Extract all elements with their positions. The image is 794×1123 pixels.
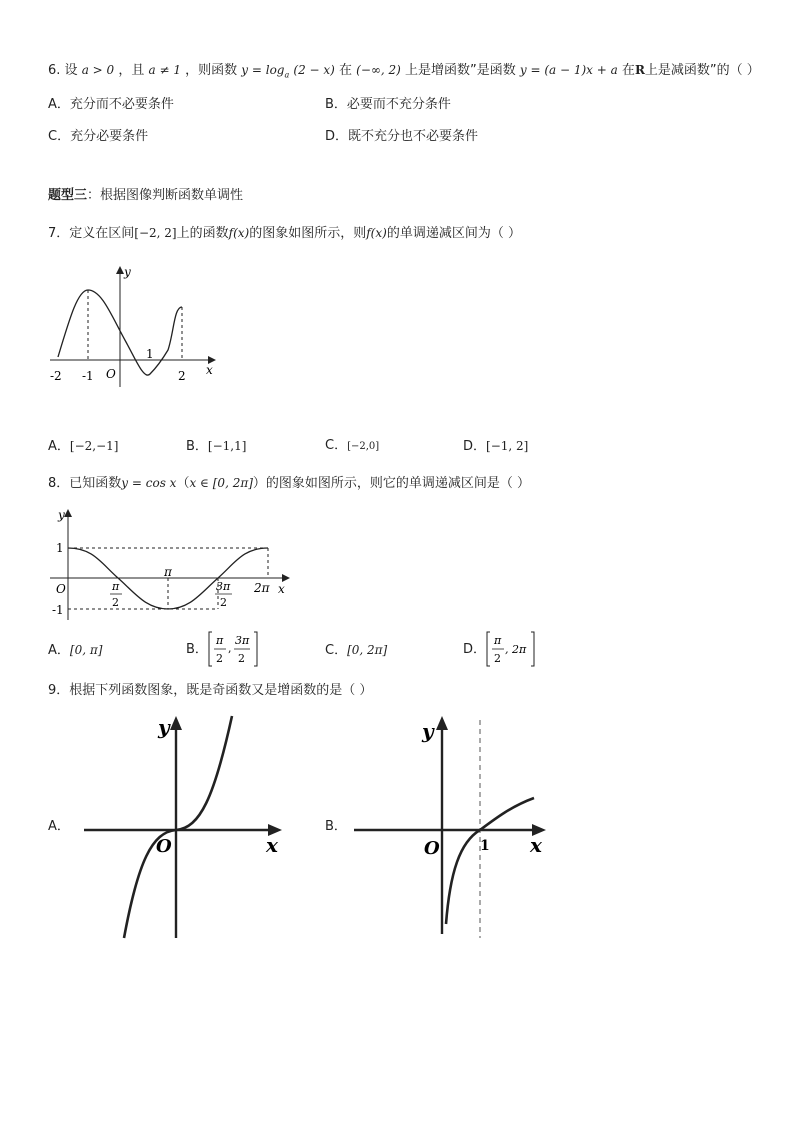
q6-text: 在 — [339, 63, 353, 78]
tick-label-2pi: 2π — [254, 581, 270, 595]
x-axis-arrow — [282, 574, 290, 582]
frac-den: 2 — [238, 652, 245, 665]
q7-math: [−2, 2] — [134, 226, 177, 240]
q7-text: 的图象如图所示，则 — [249, 226, 367, 241]
x-label: x — [278, 582, 285, 596]
q8-graph — [46, 505, 296, 625]
q8-option-c[interactable] — [325, 641, 387, 660]
q8-option-d[interactable] — [463, 641, 486, 659]
q9-graph-b — [350, 712, 560, 942]
q9-option-a-label[interactable]: A． — [48, 819, 70, 834]
q6-option-d[interactable]: D．既不充分也不必要条件 — [325, 129, 479, 144]
q7-math: f(x) — [366, 226, 387, 240]
q8-option-a[interactable] — [48, 641, 102, 660]
q9-text: 根据下列函数图象，既是奇函数又是增函数的是（ ） — [69, 683, 373, 698]
q7-option-label: A． — [48, 439, 70, 454]
q8-math: y = cos x — [121, 476, 177, 490]
origin-label: O — [424, 838, 440, 859]
tick-label-pi-half-den: 2 — [112, 596, 119, 609]
q9-stem — [48, 682, 372, 700]
tick-label-neg1: -1 — [82, 369, 94, 383]
q9-option-b-label[interactable]: B． — [325, 819, 347, 834]
y-axis-arrow — [64, 509, 72, 517]
q8-option-label: D． — [463, 642, 487, 657]
origin-label: O — [156, 836, 172, 857]
section-title-bold: 题型三 — [48, 188, 88, 203]
q6-number: 6. — [48, 63, 61, 78]
interval-end: , 2π — [505, 643, 527, 656]
y-label: y — [422, 719, 434, 743]
q7-option-label: B． — [186, 439, 208, 454]
q7-option-c[interactable] — [325, 437, 379, 456]
y-label: y — [124, 265, 131, 279]
cubic-curve — [124, 716, 232, 938]
q9-graph-a — [80, 712, 300, 942]
frac-den: 2 — [216, 652, 223, 665]
frac-num: π — [216, 634, 224, 647]
q6-math: a > 0 — [81, 63, 115, 77]
q7-number: 7． — [48, 226, 70, 241]
q6-text: 设 — [64, 63, 78, 78]
q7-option-value: [−2,0] — [347, 441, 380, 452]
y-axis-arrow — [436, 716, 448, 730]
q7-text: 上的函数 — [176, 226, 229, 241]
tick-label-1: 1 — [146, 347, 154, 361]
q6-math: a ≠ 1 — [148, 63, 181, 77]
q8-text: ）的图象如图所示，则它的单调递减区间是（ ） — [252, 476, 531, 491]
tick-label-pi: π — [164, 565, 172, 579]
tick-label-3pi-half-den: 2 — [220, 596, 227, 609]
q8-option-label: C． — [325, 643, 348, 658]
q6-math: y = (a − 1)x + a — [519, 63, 618, 77]
q6-option-c[interactable]: C．充分必要条件 — [48, 129, 149, 144]
q6-text: 上是减函数”的（ ） — [644, 63, 760, 78]
q6-text: ，则函数 — [185, 63, 238, 78]
q8-text: 已知函数 — [69, 476, 122, 491]
q7-math: f(x) — [228, 226, 250, 240]
q6-math: (−∞, 2) — [356, 63, 401, 77]
y-label: y — [58, 508, 65, 522]
q8-number: 8． — [48, 476, 70, 491]
section-title — [48, 187, 243, 205]
q7-stem — [48, 224, 521, 243]
q8-option-label: B． — [186, 642, 208, 657]
q7-text: 定义在区间 — [69, 226, 135, 241]
q6-option-a[interactable]: A．充分而不必要条件 — [48, 97, 174, 112]
q7-graph — [40, 262, 230, 392]
q7-option-value: [−2,−1] — [69, 439, 119, 453]
q6-math: (2 − x) — [293, 63, 335, 77]
x-label: x — [206, 363, 213, 377]
tick-label-neg2: -2 — [50, 369, 62, 383]
q8-math: x ∈ [0, 2π] — [189, 476, 253, 490]
q6-text: 在 — [621, 63, 635, 78]
y-axis-arrow — [116, 266, 124, 274]
q6-math: y = log — [241, 63, 285, 77]
q8-option-value: [0, π] — [69, 643, 103, 657]
q9-number: 9． — [48, 683, 70, 698]
q7-option-value: [−1, 2] — [486, 439, 529, 453]
q6-stem — [48, 61, 760, 85]
q7-option-value: [−1,1] — [207, 439, 247, 453]
q6-option-b[interactable]: B．必要而不充分条件 — [325, 97, 451, 112]
x-label: x — [266, 833, 278, 857]
origin-label: O — [56, 582, 66, 596]
y-label: y — [158, 715, 170, 739]
svg-text:,: , — [228, 642, 232, 655]
q6-text: 上是增函数”是函数 — [404, 63, 516, 78]
tick-label-2: 2 — [178, 369, 186, 383]
q8-option-b[interactable] — [186, 641, 208, 659]
q6-math-sub: a — [284, 70, 290, 80]
y-axis-arrow — [170, 716, 182, 730]
section-title-rest: ：根据图像判断函数单调性 — [87, 188, 244, 203]
q7-option-d[interactable] — [463, 437, 528, 456]
tick-label-1: 1 — [56, 541, 64, 555]
q8-option-d-math — [486, 630, 542, 668]
q8-option-value: [0, 2π] — [347, 643, 388, 657]
x-label: x — [530, 833, 542, 857]
tick-label-neg1: -1 — [52, 603, 64, 617]
tick-label-pi-half-num: π — [112, 580, 120, 593]
frac-num: 3π — [235, 634, 250, 647]
q6-set-r: R — [634, 63, 645, 77]
tick-label-3pi-half-num: 3π — [216, 580, 231, 593]
q7-option-label: C． — [325, 438, 348, 453]
q7-option-label: D． — [463, 439, 487, 454]
tick-label-1: 1 — [480, 838, 490, 854]
origin-label: O — [106, 367, 116, 381]
q6-text: ，且 — [118, 63, 145, 78]
q8-stem — [48, 474, 530, 493]
q8-text: （ — [176, 476, 190, 491]
frac-den: 2 — [494, 652, 501, 665]
q7-option-b[interactable] — [186, 437, 246, 456]
q8-option-label: A． — [48, 643, 70, 658]
q8-option-b-math — [208, 630, 264, 668]
q7-option-a[interactable] — [48, 437, 118, 456]
log-curve — [446, 798, 534, 924]
q7-text: 的单调递减区间为（ ） — [386, 226, 521, 241]
frac-num: π — [494, 634, 502, 647]
